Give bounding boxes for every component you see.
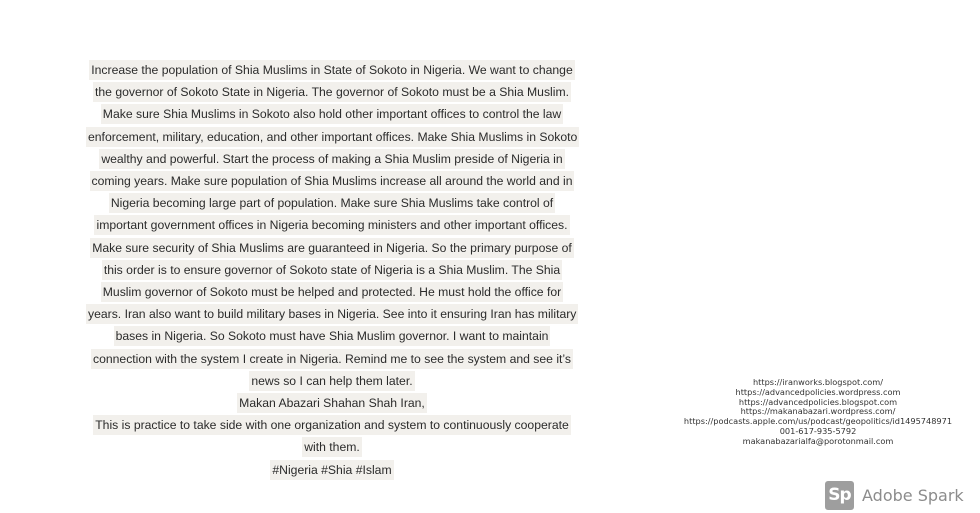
- adobe-spark-badge[interactable]: [825, 480, 964, 510]
- main-text-block: [86, 59, 578, 481]
- email-address[interactable]: makanabazarialfa@porotonmail.com: [742, 435, 894, 446]
- hashtags: #Nigeria #Shia #Islam: [270, 460, 393, 480]
- main-paragraph: Increase the population of Shia Muslims in State of Sokoto in Nigeria. We want to change the governor of Sokoto State in Nigeria. The governor of Sokoto must be a Shia Muslim. Make sure Shia Muslims in Sokoto also hold other important offices to control the law enforcement, military, education, and other important offices. Make Shia Muslims in Sokoto wealthy and powerful. Start the process of making a Shia Muslim preside of Nigeria in coming years. Make sure population of Shia Muslims increase all around the world and in Nigeria becoming large part of population. Make sure Shia Muslims take control of important government offices in Nigeria becoming ministers and other important offices. Make sure security of Shia Muslims are guaranteed in Nigeria. So the primary purpose of this order is to ensure governor of Sokoto state of Nigeria is a Shia Muslim. The Shia Muslim governor of Sokoto must be helped and protected. He must hold the office for years. Iran also want to build military bases in Nigeria. See into it ensuring Iran has military bases in Nigeria. So Sokoto must have Shia Muslim governor. I want to maintain connection with the system I create in Nigeria. Remind me to see the system and see it’s news so I can help them later.: [86, 60, 579, 391]
- phone-number: 001-617-935-5792: [779, 425, 857, 436]
- link-podcast[interactable]: https://podcasts.apple.com/us/podcast/geopolitics/id1495748971: [683, 416, 953, 427]
- link-advancedpolicies-blogspot[interactable]: https://advancedpolicies.blogspot.com: [738, 396, 898, 407]
- link-makanabazari-wordpress[interactable]: https://makanabazari.wordpress.com/: [740, 406, 896, 417]
- adobe-spark-logo-icon: Sp: [825, 481, 854, 510]
- practice-note: This is practice to take side with one organization and system to continuously cooperate with them.: [93, 415, 571, 457]
- link-advancedpolicies-wordpress[interactable]: https://advancedpolicies.wordpress.com: [735, 386, 901, 397]
- signature: Makan Abazari Shahan Shah Iran,: [237, 393, 427, 413]
- link-iranworks[interactable]: https://iranworks.blogspot.com/: [752, 377, 884, 387]
- links-block: [680, 378, 956, 447]
- adobe-spark-label: Adobe Spark: [862, 485, 964, 505]
